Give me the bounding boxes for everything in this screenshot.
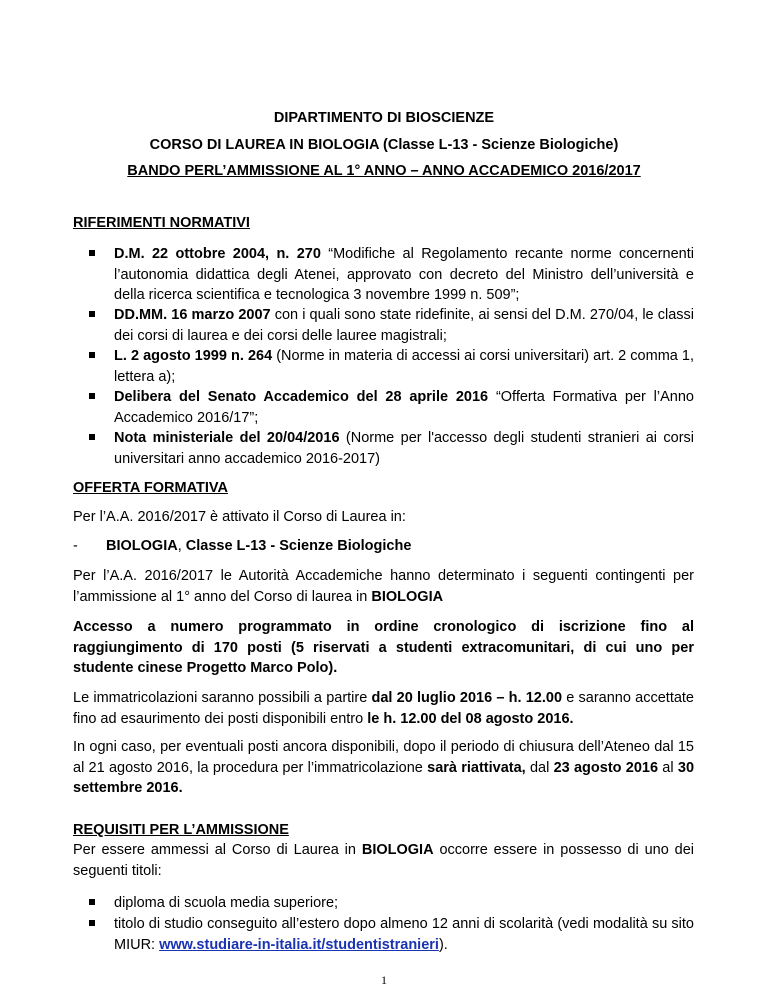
course-separator: , — [177, 538, 186, 554]
bullet-square-icon — [89, 434, 95, 440]
dash-marker: - — [73, 538, 78, 554]
riferimento-text: (Norme per l'accesso degli studenti stranieri ai corsi universitari anno accademico 2016-2017) — [114, 430, 694, 467]
requisiti-text: Per essere ammessi al Corso di Laurea in — [73, 842, 362, 858]
riferimento-text: “Modifiche al Regolamento recante norme concernenti l’autonomia didattica degli Atenei, approvato con decreto del Ministro dell’università e della ricerca scientifica e tecnologica 3 novembre 1999 n. 509”; — [114, 246, 694, 303]
bullet-square-icon — [89, 352, 95, 358]
immatricolazioni-paragraph — [73, 688, 694, 729]
riferimento-bold: L. 2 agosto 1999 n. 264 — [114, 348, 273, 364]
offerta-intro: Per l’A.A. 2016/2017 è attivato il Corso di Laurea in: — [73, 509, 406, 525]
riferimento-bold: D.M. 22 ottobre 2004, n. 270 — [114, 246, 321, 262]
requisiti-bold: BIOLOGIA — [361, 842, 434, 858]
department-title: DIPARTIMENTO DI BIOSCIENZE — [273, 110, 495, 126]
caso-text: dal — [525, 759, 554, 776]
section-title-riferimenti: RIFERIMENTI NORMATIVI — [73, 215, 250, 231]
course-offer-line — [73, 536, 412, 557]
caso-date-start: 23 agosto 2016 — [553, 759, 659, 776]
section-title-offerta: OFFERTA FORMATIVA — [73, 480, 228, 496]
requisito-text: titolo di studio conseguito all’estero dopo almeno 12 anni di scolarità (vedi modalità su sito MIUR: — [114, 916, 694, 953]
miur-link[interactable]: www.studiare-in-italia.it/studentistranieri — [159, 936, 439, 953]
caso-bold: sarà riattivata, — [427, 759, 526, 776]
bullet-square-icon — [89, 311, 95, 317]
caso-paragraph — [73, 737, 694, 799]
riferimento-text: con i quali sono state ridefinite, ai sensi del D.M. 270/04, le classi dei corsi di laurea e dei corsi delle lauree magistrali; — [114, 307, 694, 344]
course-title: CORSO DI LAUREA IN BIOLOGIA (Classe L-13 - Scienze Biologiche) — [149, 137, 619, 153]
bullet-square-icon — [89, 250, 95, 256]
immatricolazioni-text: Le immatricolazioni saranno possibili a partire — [73, 690, 372, 706]
course-name: BIOLOGIA — [106, 538, 178, 554]
requisito-text: diploma di scuola media superiore; — [114, 895, 339, 911]
immatricolazioni-date-end: le h. 12.00 del 08 agosto 2016. — [367, 710, 574, 727]
bullet-square-icon — [89, 899, 95, 905]
riferimento-text: (Norme in materia di accessi ai corsi universitari) art. 2 comma 1, lettera a); — [114, 348, 694, 385]
contingenti-paragraph — [73, 566, 694, 607]
contingenti-text: Per l’A.A. 2016/2017 le Autorità Accademiche hanno determinato i seguenti contingenti per l’ammissione al 1° anno del Corso di laurea in — [73, 568, 694, 605]
bullet-square-icon — [89, 920, 95, 926]
caso-text: In ogni caso, per eventuali posti ancora disponibili, dopo il periodo di chiusura dell’Ateneo dal 15 al 21 agosto 2016, la procedura per l’immatricolazione — [73, 739, 694, 776]
riferimento-bold: Delibera del Senato Accademico del 28 aprile 2016 — [114, 389, 489, 405]
caso-date-end: 30 settembre 2016. — [73, 759, 695, 796]
riferimento-text: “Offerta Formativa per l’Anno Accademico 2016/17”; — [114, 389, 694, 426]
requisiti-intro — [73, 840, 694, 881]
immatricolazioni-text: e saranno accettate fino ad esaurimento dei posti disponibili entro — [73, 690, 694, 727]
riferimento-bold: DD.MM. 16 marzo 2007 — [114, 307, 271, 323]
accesso-paragraph: Accesso a numero programmato in ordine cronologico di iscrizione fino al raggiungimento di 170 posti (5 riservati a studenti extracomunitari, di cui uno per studente cinese Progetto Marco Polo). — [73, 619, 694, 676]
page-number: 1 — [381, 973, 387, 987]
immatricolazioni-date-start: dal 20 luglio 2016 – h. 12.00 — [371, 690, 563, 706]
requisiti-text: occorre essere in possesso di uno dei seguenti titoli: — [73, 842, 694, 879]
caso-text: al — [658, 759, 678, 776]
notice-title: BANDO PERL’AMMISSIONE AL 1° ANNO – ANNO ACCADEMICO 2016/2017 — [127, 163, 641, 179]
bullet-square-icon — [89, 393, 95, 399]
course-class: Classe L-13 - Scienze Biologiche — [185, 538, 412, 554]
contingenti-bold: BIOLOGIA — [371, 588, 444, 605]
riferimento-bold: Nota ministeriale del 20/04/2016 — [114, 430, 340, 446]
section-title-requisiti: REQUISITI PER L’AMMISSIONE — [73, 822, 289, 838]
requisito-text: ). — [438, 936, 448, 953]
